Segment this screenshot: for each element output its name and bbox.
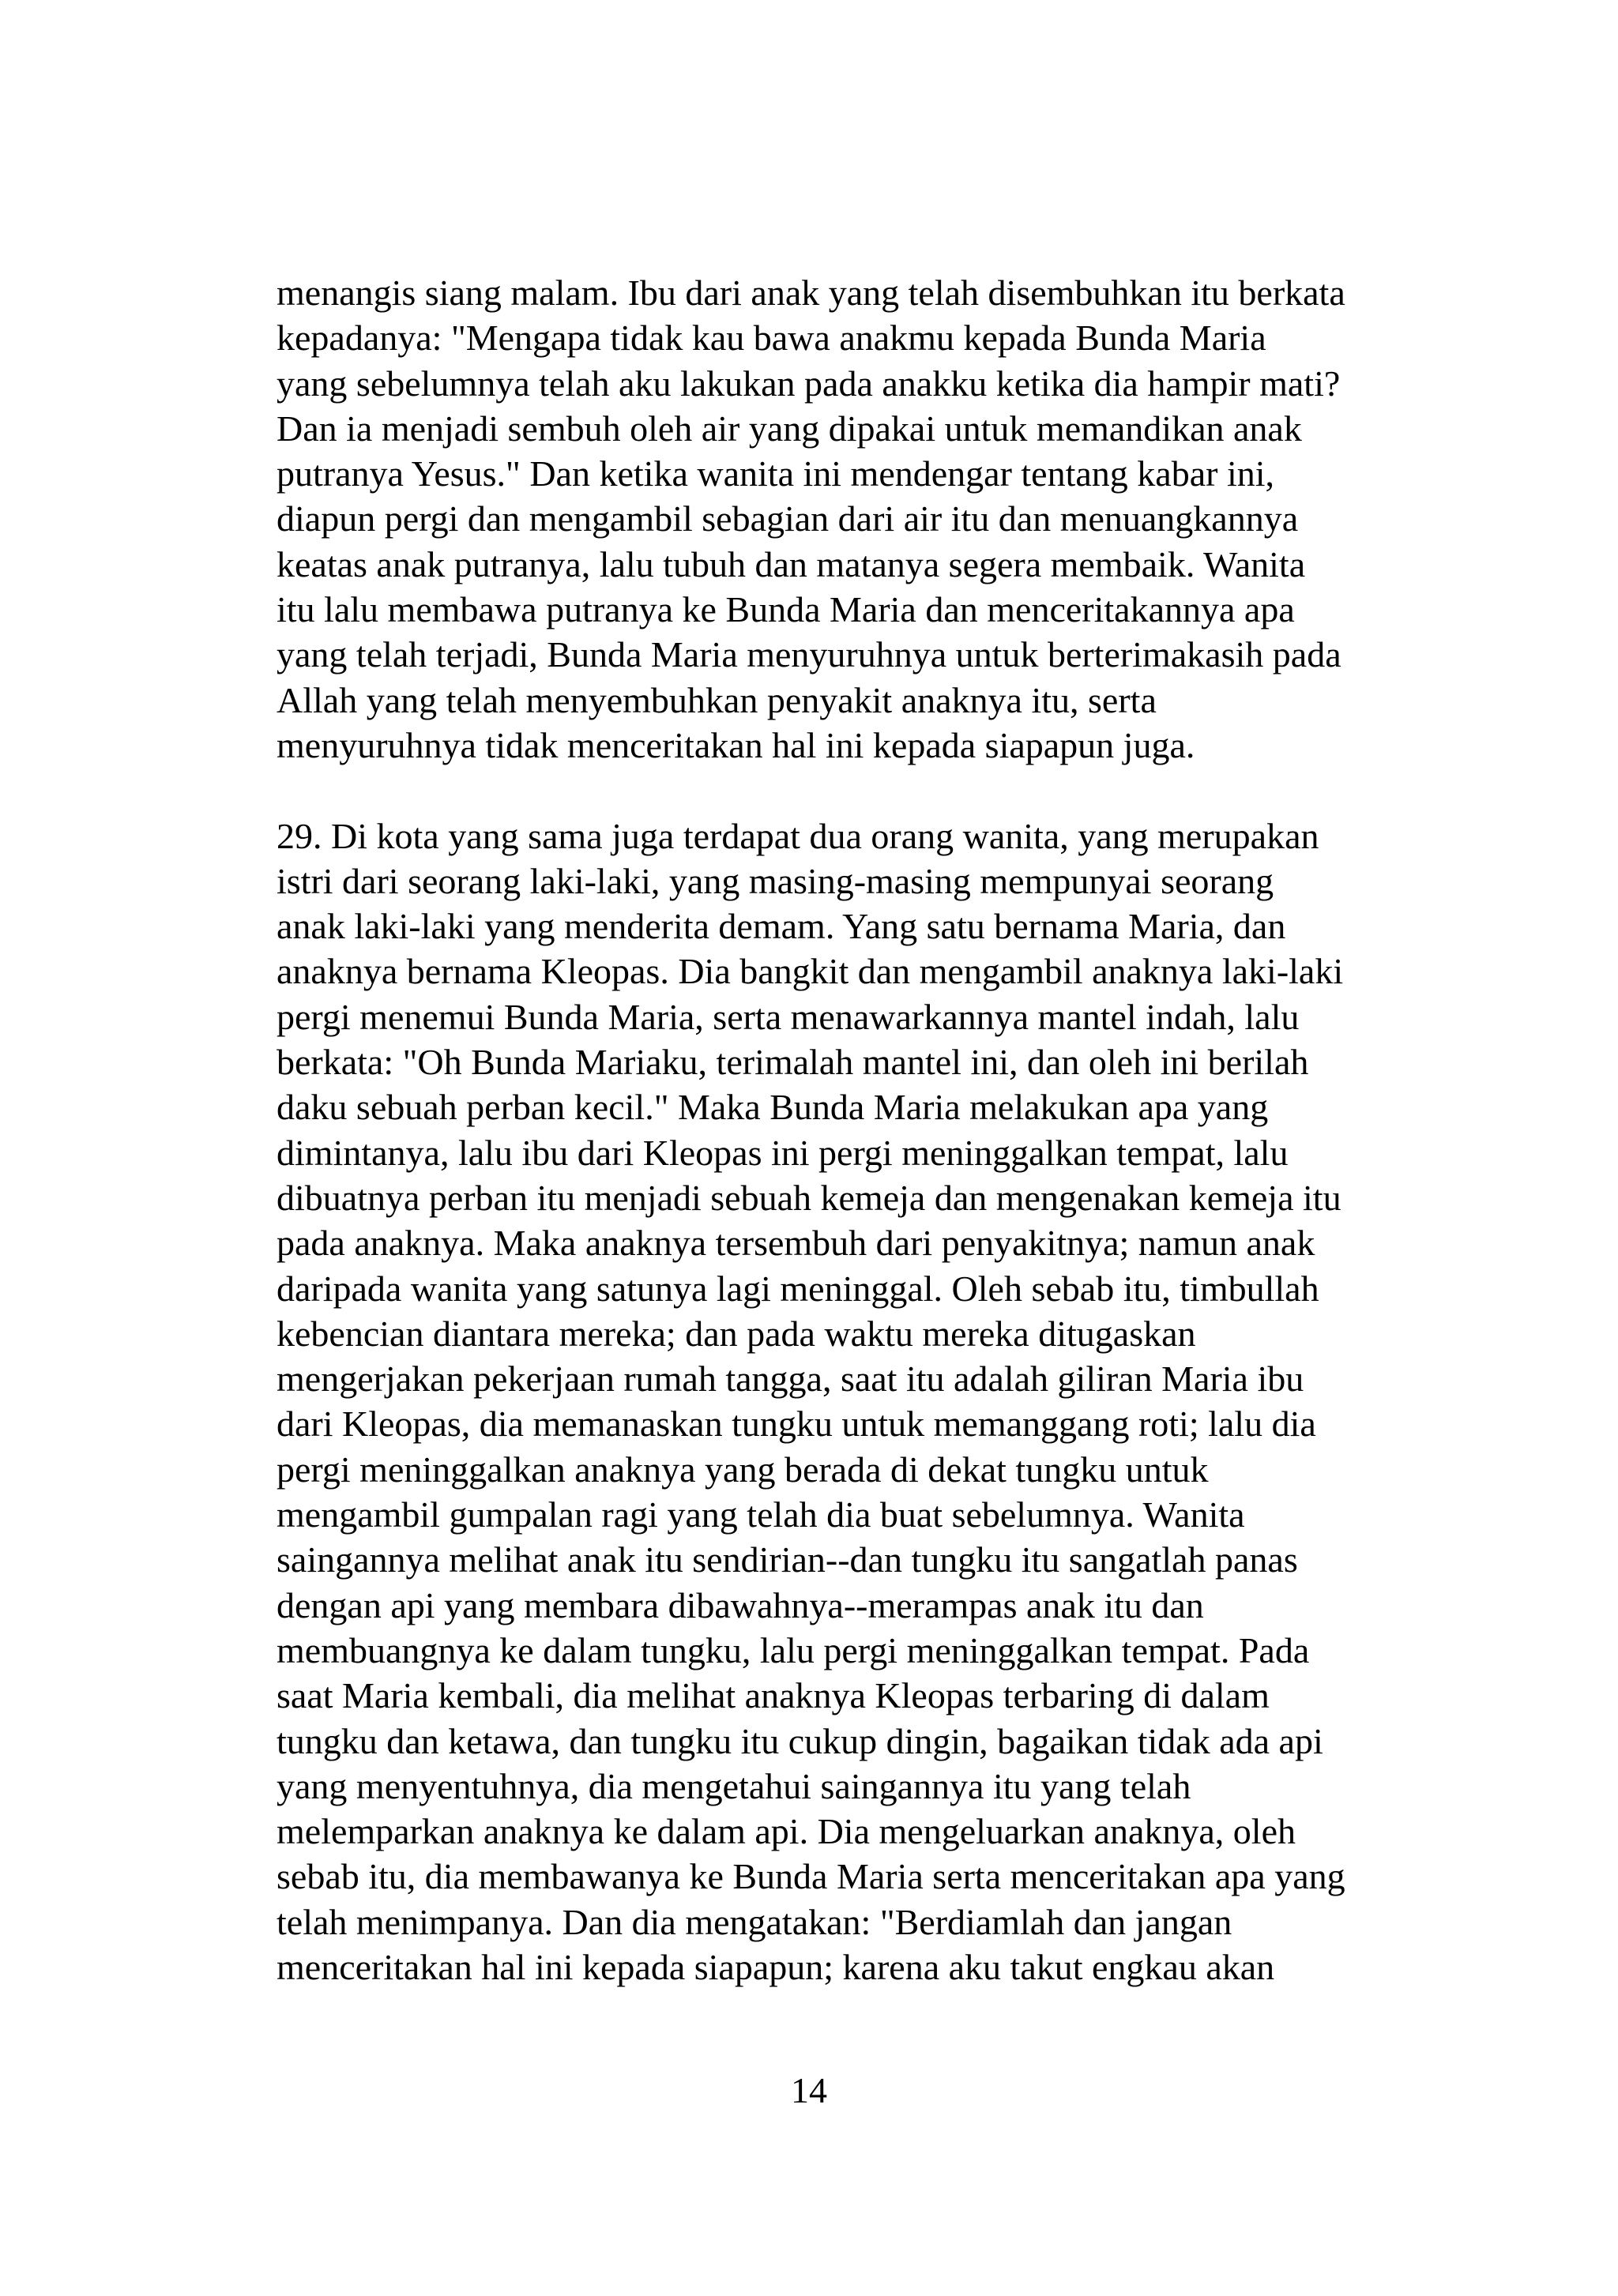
text-line: melemparkan anaknya ke dalam api. Dia mengeluarkan anaknya, oleh bbox=[277, 1811, 1296, 1852]
text-line: saingannya melihat anak itu sendirian--dan tungku itu sangatlah panas bbox=[277, 1539, 1298, 1580]
text-line: Dan ia menjadi sembuh oleh air yang dipakai untuk memandikan anak bbox=[277, 408, 1302, 449]
text-line: istri dari seorang laki-laki, yang masing-masing mempunyai seorang bbox=[277, 860, 1274, 901]
text-line: dibuatnya perban itu menjadi sebuah kemeja dan mengenakan kemeja itu bbox=[277, 1177, 1341, 1218]
body-text bbox=[277, 270, 1422, 1990]
text-line: anak laki-laki yang menderita demam. Yang satu bernama Maria, dan bbox=[277, 906, 1286, 947]
text-line: pada anaknya. Maka anaknya tersembuh dari penyakitnya; namun anak bbox=[277, 1223, 1315, 1264]
paragraph bbox=[277, 814, 1422, 1990]
text-line: yang menyentuhnya, dia mengetahui saingannya itu yang telah bbox=[277, 1765, 1191, 1806]
text-line: mengerjakan pekerjaan rumah tangga, saat itu adalah giliran Maria ibu bbox=[277, 1358, 1304, 1400]
text-line: daku sebuah perban kecil." Maka Bunda Maria melakukan apa yang bbox=[277, 1087, 1269, 1128]
text-line: menceritakan hal ini kepada siapapun; karena aku takut engkau akan bbox=[277, 1946, 1275, 1987]
text-line: membuangnya ke dalam tungku, lalu pergi meninggalkan tempat. Pada bbox=[277, 1629, 1310, 1670]
text-line: kebencian diantara mereka; dan pada waktu mereka ditugaskan bbox=[277, 1313, 1196, 1354]
paragraph bbox=[277, 270, 1422, 768]
text-line: pergi meninggalkan anaknya yang berada di dekat tungku untuk bbox=[277, 1449, 1209, 1490]
paragraph-gap bbox=[277, 768, 1422, 813]
text-line: menangis siang malam. Ibu dari anak yang telah disembuhkan itu berkata bbox=[277, 272, 1345, 313]
text-line: saat Maria kembali, dia melihat anaknya Kleopas terbaring di dalam bbox=[277, 1675, 1270, 1716]
text-line: mengambil gumpalan ragi yang telah dia buat sebelumnya. Wanita bbox=[277, 1494, 1245, 1535]
text-line: putranya Yesus." Dan ketika wanita ini mendengar tentang kabar ini, bbox=[277, 453, 1275, 494]
text-line: yang sebelumnya telah aku lakukan pada anakku ketika dia hampir mati? bbox=[277, 363, 1341, 404]
text-line: dimintanya, lalu ibu dari Kleopas ini pergi meninggalkan tempat, lalu bbox=[277, 1132, 1289, 1173]
text-line: pergi menemui Bunda Maria, serta menawarkannya mantel indah, lalu bbox=[277, 996, 1300, 1037]
text-line: anaknya bernama Kleopas. Dia bangkit dan mengambil anaknya laki-laki bbox=[277, 951, 1344, 992]
page-number: 14 bbox=[791, 2070, 827, 2110]
text-line: itu lalu membawa putranya ke Bunda Maria dan menceritakannya apa bbox=[277, 589, 1295, 630]
text-line: telah menimpanya. Dan dia mengatakan: "Berdiamlah dan jangan bbox=[277, 1901, 1232, 1942]
text-line: tungku dan ketawa, dan tungku itu cukup dingin, bagaikan tidak ada api bbox=[277, 1720, 1323, 1761]
text-line: kepadanya: "Mengapa tidak kau bawa anakmu kepada Bunda Maria bbox=[277, 318, 1266, 359]
text-line: dengan api yang membara dibawahnya--merampas anak itu dan bbox=[277, 1584, 1204, 1625]
text-line: dari Kleopas, dia memanaskan tungku untuk memanggang roti; lalu dia bbox=[277, 1404, 1316, 1445]
text-line: berkata: "Oh Bunda Mariaku, terimalah mantel ini, dan oleh ini berilah bbox=[277, 1042, 1309, 1083]
text-line: keatas anak putranya, lalu tubuh dan matanya segera membaik. Wanita bbox=[277, 543, 1306, 584]
text-line: 29. Di kota yang sama juga terdapat dua orang wanita, yang merupakan bbox=[277, 815, 1319, 856]
text-line: sebab itu, dia membawanya ke Bunda Maria serta menceritakan apa yang bbox=[277, 1856, 1345, 1897]
text-line: diapun pergi dan mengambil sebagian dari air itu dan menuangkannya bbox=[277, 498, 1299, 539]
text-line: daripada wanita yang satunya lagi meninggal. Oleh sebab itu, timbullah bbox=[277, 1268, 1319, 1309]
text-line: yang telah terjadi, Bunda Maria menyuruhnya untuk berterimakasih pada bbox=[277, 634, 1341, 675]
text-line: menyuruhnya tidak menceritakan hal ini kepada siapapun juga. bbox=[277, 724, 1195, 765]
text-line: Allah yang telah menyembuhkan penyakit anaknya itu, serta bbox=[277, 679, 1157, 720]
